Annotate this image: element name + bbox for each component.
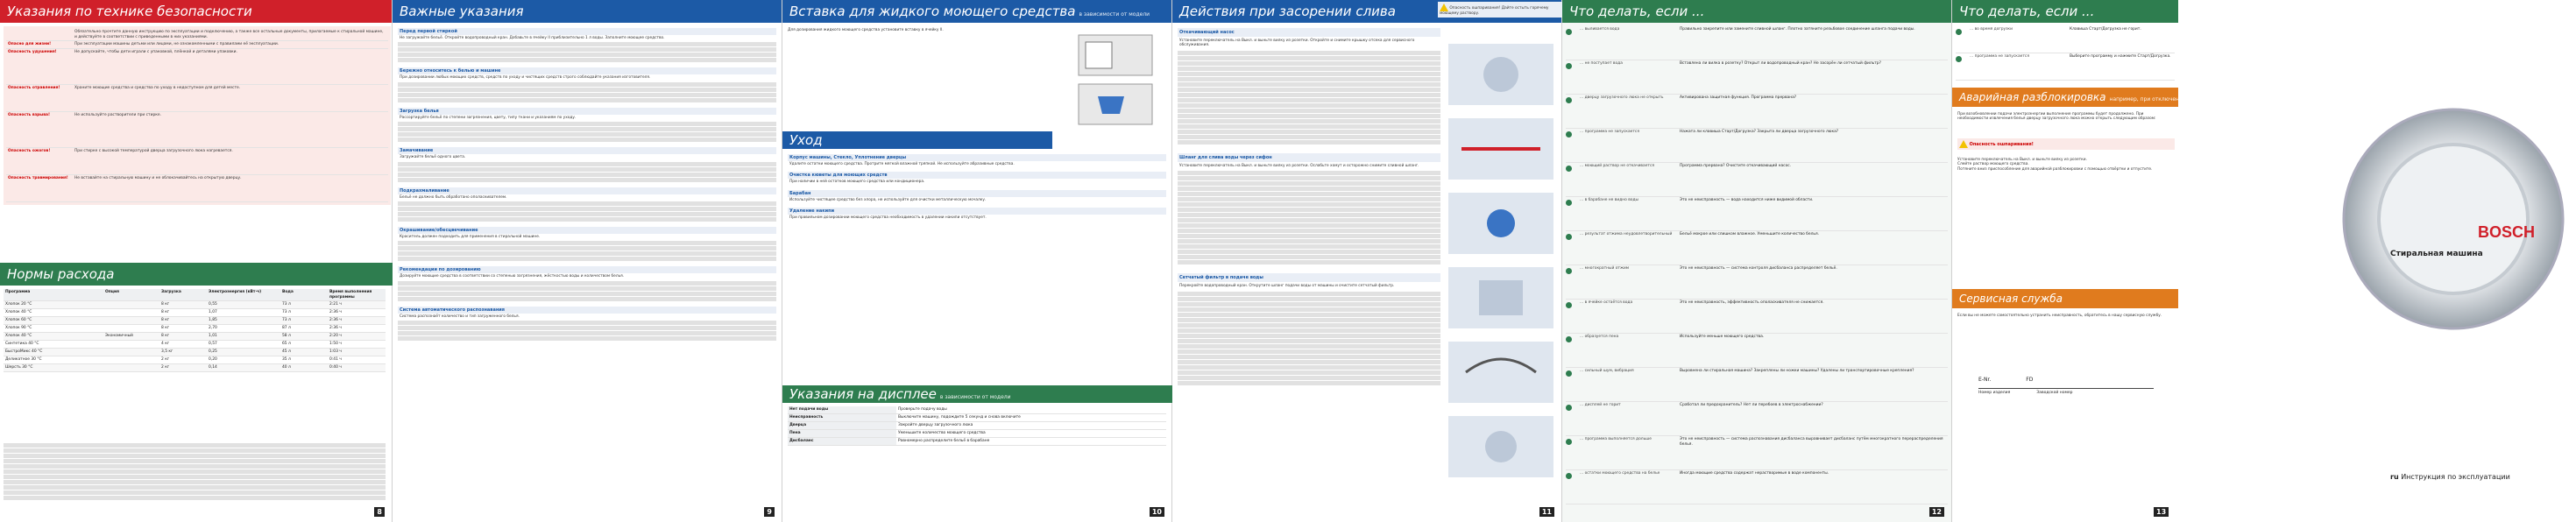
emergency-title: Аварийная разблокировка например, при отключении электроэнергии <box>1952 88 2178 107</box>
safety-item: Опасность ожогов! При стирке с высокой температурой дверца загрузочного люка нагревается. <box>6 148 388 175</box>
bullet-icon <box>1566 402 1578 435</box>
section-heading: Очистка кюветы для моющих средств <box>788 172 1166 179</box>
fault-symptom: ... дверцу загрузочного люка не открыть <box>1580 95 1664 100</box>
drain-steps <box>1178 28 1440 394</box>
fault-remedy: Правильно закрепите или замените сливной шланг. Плотно затяните резьбовое соединение шланга подачи воды. <box>1680 27 1915 32</box>
list-item: Слейте раствор моющего средства. <box>1957 162 2029 167</box>
list-item: Установите переключатель на Выкл. и выньте вилку из розетки. <box>1957 158 2087 162</box>
fault-row <box>1566 334 1948 368</box>
text-lines <box>1178 171 1440 265</box>
text-lines <box>1178 292 1440 385</box>
section <box>398 147 776 181</box>
consumption-title: Нормы расхода <box>0 263 400 286</box>
safety-title: Указания по технике безопасности <box>0 0 392 23</box>
table-cell: 87 л <box>282 326 291 331</box>
fd-label: FD <box>2026 377 2034 383</box>
table-cell: Деликатное 30 °C <box>5 357 42 363</box>
table-cell: Шерсть 30 °C <box>5 365 33 370</box>
table-cell: 65 л <box>282 342 291 347</box>
dot-icon <box>1566 473 1572 479</box>
page-number: 9 <box>764 507 775 517</box>
display-title: Указания на дисплее в зависимости от модели <box>782 385 1179 403</box>
service-fields <box>1978 377 2154 395</box>
section <box>1178 273 1440 384</box>
table-cell: 1,85 <box>209 318 217 323</box>
table-cell: 45 л <box>282 349 291 355</box>
table-cell: 0,25 <box>209 349 217 355</box>
warning-icon <box>1959 140 1968 148</box>
fault-row <box>1566 197 1948 231</box>
section <box>788 190 1166 203</box>
section-heading: Замачивание <box>398 147 776 154</box>
safety-item: Опасность травмирования! Не вставайте на стиральную машину и не облокачивайтесь на открытую дверцу. <box>6 175 388 202</box>
table-row <box>4 317 386 325</box>
table-cell: 0,57 <box>209 342 217 347</box>
bullet-icon <box>1956 53 1968 80</box>
section-body: При дозировании любых моющих средств, средств по уходу и чистящих средств строго соблюдайте указания изготовителя. <box>400 75 651 81</box>
fault-row <box>1566 402 1948 436</box>
fault-remedy: Нажата ли клавиша Старт/Догрузка? Закрыта ли дверца загрузочного люка? <box>1680 130 1839 134</box>
section <box>788 154 1166 167</box>
fault-symptom: ... программа не запускается <box>1580 130 1639 134</box>
fault-symptom: ... результат отжима неудовлетворительный <box>1580 232 1673 236</box>
table-cell <box>103 309 159 316</box>
section-heading: Сетчатый фильтр в подаче воды <box>1178 273 1440 282</box>
fault-remedy: Это не неисправность, эффективность ополаскивателя не снижается. <box>1680 300 1824 305</box>
table-cell: Проверьте подачу воды <box>898 407 947 412</box>
text-lines <box>398 42 776 62</box>
fault-symptom: ... не поступает вода <box>1580 61 1623 66</box>
dot-icon <box>1956 29 1962 35</box>
section-heading: Рекомендации по дозированию <box>398 266 776 273</box>
table-cell: Уменьшите количество моющего средства <box>898 431 986 435</box>
section-body: Рассортируйте бельё по степени загрязнения, цвету, типу ткани и указаниям по уходу. <box>400 115 577 120</box>
table-cell: 40 л <box>282 365 291 370</box>
fault-symptom: ... моющий раствор не откачивается <box>1580 164 1655 168</box>
dot-icon <box>1566 439 1572 445</box>
washing-machine-image <box>2339 105 2567 333</box>
table-row <box>4 364 386 372</box>
section <box>398 266 776 300</box>
table-cell: 2:36 ч <box>329 318 342 323</box>
enr-label: E-Nr. <box>1978 377 1992 383</box>
table-cell: 2:21 ч <box>329 302 342 307</box>
section <box>398 67 776 102</box>
brand-logo: BOSCH <box>2478 223 2536 241</box>
fault-remedy: Клавиша Старт/Догрузка не горит. <box>2070 27 2141 32</box>
fault-row <box>1566 129 1948 163</box>
section-heading: Корпус машины, Стекло, Уплотнение дверцы <box>788 154 1166 161</box>
table-cell: 0:41 ч <box>329 357 342 363</box>
section <box>788 208 1166 221</box>
table-row <box>788 406 1166 414</box>
page-number: 11 <box>1539 507 1554 517</box>
fault-symptom: ... многократный отжим <box>1580 266 1630 271</box>
table-cell: 1,01 <box>209 334 217 339</box>
display-table <box>788 406 1166 446</box>
section <box>398 108 776 142</box>
fault-row <box>1566 26 1948 60</box>
fault-row <box>1566 470 1948 504</box>
table-cell <box>103 356 159 363</box>
important-sections <box>398 28 776 346</box>
fault-row <box>1566 60 1948 95</box>
fault-symptom: ... дисплей не горит <box>1580 403 1621 407</box>
page-12 <box>1562 0 1952 522</box>
table-cell: Экономичный <box>105 334 133 339</box>
table-header: Программа Опция Загрузка Электроэнергия (кВт·ч) Вода Время выполнения программы <box>4 289 386 301</box>
faults2-table <box>1956 26 2175 81</box>
table-cell: 4 кг <box>161 342 170 347</box>
section-body: Перекройте водопроводный кран. Открутите шланг подачи воды от машины и очистите сетчатый фильтр. <box>1179 284 1395 289</box>
section-heading: Шланг для слива воды через сифон <box>1178 153 1440 162</box>
table-cell <box>103 325 159 332</box>
detergent-drawer-icon <box>1072 26 1159 131</box>
dot-icon <box>1566 63 1572 69</box>
table-cell: 2 кг <box>161 357 170 363</box>
section-body: Установите переключатель на Выкл. и выньте вилку из розетки. Откройте и снимите крышку отсека для сервисного обслуживания. <box>1179 39 1415 48</box>
text-lines <box>398 201 776 222</box>
fault-remedy: Это не неисправность — система контроля дисбаланса распределяет бельё. <box>1680 266 1837 271</box>
table-cell <box>103 317 159 324</box>
dot-icon <box>1566 131 1572 138</box>
bullet-icon <box>1566 300 1578 333</box>
fault-row <box>1566 163 1948 197</box>
fault-symptom: ... программа не запускается <box>1970 54 2029 59</box>
fault-row <box>1566 95 1948 129</box>
table-cell <box>103 341 159 348</box>
safety-item: Опасно для жизни! При эксплуатации машины детьми или лицами, не ознакомленными с правилами её эксплуатации. <box>6 41 388 49</box>
bullet-icon <box>1956 26 1968 53</box>
table-row <box>788 422 1166 430</box>
section-body: Загружайте бельё одного цвета. <box>400 155 466 160</box>
table-cell: 2:36 ч <box>329 310 342 315</box>
table-row <box>788 438 1166 446</box>
fault-symptom: ... во время догрузки <box>1970 27 2013 32</box>
fault-row <box>1566 300 1948 334</box>
table-row <box>4 333 386 341</box>
safety-list <box>4 26 391 205</box>
bullet-icon <box>1566 60 1578 94</box>
text-lines <box>398 82 776 102</box>
section <box>398 28 776 62</box>
serial-number-label: Заводской номер <box>2036 391 2073 395</box>
fault-symptom: ... в барабане не видно воды <box>1580 198 1638 202</box>
table-cell <box>103 349 159 356</box>
fault-symptom: ... в ячейке остаётся вода <box>1580 300 1633 305</box>
table-cell: Хлопок 20 °C <box>5 302 32 307</box>
bullet-icon <box>1566 265 1578 299</box>
table-cell: 8 кг <box>161 334 170 339</box>
section <box>788 172 1166 185</box>
fault-row <box>1956 26 2175 53</box>
table-cell: Хлопок 90 °C <box>5 326 32 331</box>
table-row <box>4 341 386 349</box>
fault-remedy: Бельё мокрое или слишком влажное. Уменьшите количество белья. <box>1680 232 1820 236</box>
insert-illustration <box>1072 26 1159 131</box>
insert-title: Вставка для жидкого моющего средства в зависимости от модели <box>782 0 1171 23</box>
table-cell: Закройте дверцу загрузочного люка <box>898 423 973 427</box>
text-lines <box>398 162 776 182</box>
table-cell: 8 кг <box>161 310 170 315</box>
fault-row <box>1566 231 1948 265</box>
fault-remedy: Выровнена ли стиральная машина? Закреплены ли ножки машины? Удалены ли транспортировочные крепления? <box>1680 369 1914 373</box>
dot-icon <box>1566 302 1572 308</box>
text-lines <box>398 241 776 261</box>
dot-icon <box>1566 200 1572 206</box>
fault-symptom: ... образуется пена <box>1580 335 1619 339</box>
fault-row <box>1566 265 1948 300</box>
care-sections <box>788 154 1166 226</box>
table-cell: 1,07 <box>209 310 217 315</box>
section <box>1178 28 1440 145</box>
text-lines <box>398 122 776 142</box>
bullet-icon <box>1566 436 1578 469</box>
section-body: Удалите остатки моющего средства. Протрите мягкой влажной тряпкой. Не используйте абразивные средства. <box>789 162 1015 166</box>
important-title: Важные указания <box>393 0 782 23</box>
text-lines <box>398 321 776 341</box>
table-cell: Хлопок 40 °C <box>5 334 32 339</box>
section-heading: Удаление накипи <box>788 208 1166 215</box>
section-body: При правильном дозировании моющего средства необходимость в удалении накипи отсутствует. <box>789 215 987 221</box>
section <box>398 227 776 261</box>
product-number-label: Номер изделия <box>1978 391 2011 395</box>
dot-icon <box>1566 336 1572 342</box>
table-cell: 0,55 <box>209 302 217 307</box>
table-cell: Пена <box>788 430 896 437</box>
fault-row <box>1566 436 1948 470</box>
table-cell: БыстроМикс 40 °C <box>5 349 43 355</box>
section-heading: Окрашивание/обесцвечивание <box>398 227 776 234</box>
fault-symptom: ... остатки моющего средства на белье <box>1580 471 1660 476</box>
drain-warning: Опасность ошпаривания! Дайте остыть горячему моющему раствору. <box>1435 2 1564 18</box>
fault-remedy: Это не неисправность — вода находится ниже видимой области. <box>1680 198 1814 202</box>
fault-symptom: ... выливается вода <box>1580 27 1620 32</box>
faults-title: Что делать, если ... <box>1562 0 1951 23</box>
fault-row <box>1566 368 1948 402</box>
table-cell: 8 кг <box>161 302 170 307</box>
fault-remedy: Это не неисправность — система распознавания дисбаланса выравнивает дисбаланс путём многократного перераспределения белья. <box>1680 437 1943 447</box>
section-heading: Барабан <box>788 190 1166 197</box>
safety-item: Опасность отравления! Храните моющие средства и средства по уходу в недоступном для детей месте. <box>6 85 388 112</box>
consumption-table <box>4 289 386 372</box>
fault-remedy: Иногда моющие средства содержат нерастворимые в воде компоненты. <box>1680 471 1829 476</box>
section-body: Дозируйте моющие средства в соответствии со степенью загрязнения, жёсткостью воды и количеством белья. <box>400 274 625 279</box>
table-cell: 2:20 ч <box>329 334 342 339</box>
dot-icon <box>1956 56 1962 62</box>
service-title: Сервисная служба <box>1952 289 2178 308</box>
fault-symptom: ... программа выполняется дольше <box>1580 437 1652 441</box>
table-cell: 2 кг <box>161 365 170 370</box>
bullet-icon <box>1566 163 1578 196</box>
table-row <box>4 309 386 317</box>
bullet-icon <box>1566 470 1578 504</box>
table-cell: Дисбаланс <box>788 438 896 445</box>
fault-remedy: Используйте меньше моющего средства. <box>1680 335 1765 339</box>
drain-title: Действия при засорении слива <box>1172 0 1561 23</box>
section <box>1178 153 1440 265</box>
bullet-icon <box>1566 368 1578 401</box>
faults-table <box>1566 26 1948 504</box>
footer: ru Инструкция по эксплуатации <box>2390 473 2510 481</box>
bullet-icon <box>1566 26 1578 60</box>
table-cell: 2:36 ч <box>329 326 342 331</box>
section-heading: Откачивающий насос <box>1178 28 1440 37</box>
bullet-icon <box>1566 95 1578 128</box>
table-cell: Дверца <box>788 422 896 429</box>
table-cell: 0,20 <box>209 357 217 363</box>
product-name: Стиральная машина <box>2390 250 2483 258</box>
insert-intro: Для дозирования жидкого моющего средства установите вставку в ячейку II. <box>788 28 944 32</box>
consumption-notes <box>4 442 386 501</box>
warning-icon <box>1440 4 1448 11</box>
table-cell: Неисправность <box>788 414 896 421</box>
dot-icon <box>1566 97 1572 103</box>
safety-item: Опасность взрыва! Не используйте растворители при стирке. <box>6 112 388 148</box>
table-cell: Синтетика 40 °C <box>5 342 39 347</box>
fault-remedy: Выберите программу и нажмите Старт/Догрузка. <box>2070 54 2171 59</box>
table-row <box>788 430 1166 438</box>
section-heading: Перед первой стиркой <box>398 28 776 35</box>
dot-icon <box>1566 268 1572 274</box>
table-cell: 73 л <box>282 302 291 307</box>
page-10 <box>782 0 1172 522</box>
dot-icon <box>1566 405 1572 411</box>
table-cell: 1:03 ч <box>329 349 342 355</box>
table-row <box>4 325 386 333</box>
bullet-icon <box>1566 231 1578 265</box>
page-number: 13 <box>2154 507 2169 517</box>
section-heading: Подкрахмаливание <box>398 187 776 194</box>
table-cell: 58 л <box>282 334 291 339</box>
fault-remedy: Активирована защитная функция. Программа прервана? <box>1680 95 1797 100</box>
emergency-steps <box>1957 158 2171 172</box>
table-cell: 0:40 ч <box>329 365 342 370</box>
section-body: Система распознаёт количество и тип загруженного белья. <box>400 314 520 319</box>
table-cell <box>103 364 159 371</box>
section-heading: Система автоматического распознавания <box>398 307 776 314</box>
page-number: 12 <box>1929 507 1944 517</box>
section <box>398 307 776 341</box>
safety-item: Обязательно прочтите данную инструкцию по эксплуатации и подключению, а также все остальные документы, прилагаемые к стиральной машине, и действуйте в соответствии с приведенными в них указаниями. <box>6 29 388 41</box>
dot-icon <box>1566 29 1572 35</box>
fault-row <box>1956 53 2175 81</box>
table-cell: 1:50 ч <box>329 342 342 347</box>
pump-illustration-icon <box>1444 35 1558 490</box>
table-cell: 2,70 <box>209 326 217 331</box>
dot-icon <box>1566 370 1572 377</box>
emergency-warning: Опасность ошпаривания! <box>1957 138 2175 150</box>
section <box>398 187 776 222</box>
dot-icon <box>1566 166 1572 172</box>
table-cell: Выключите машину, подождите 5 секунд и снова включите <box>898 415 1021 420</box>
table-cell: 73 л <box>282 318 291 323</box>
page-number: 10 <box>1150 507 1164 517</box>
table-row <box>788 414 1166 422</box>
section-body: Используйте чистящее средство без хлора, не используйте для очистки металлическую мочалку. <box>789 197 987 202</box>
section-body: Бельё не должно быть обработано ополаскивателем. <box>400 194 507 200</box>
care-title: Уход <box>782 131 1052 149</box>
text-lines <box>1178 51 1440 145</box>
dot-icon <box>1566 234 1572 240</box>
page-number: 8 <box>374 507 385 517</box>
text-lines <box>398 281 776 301</box>
section-heading: Бережно относитесь к белью и машине <box>398 67 776 74</box>
table-row <box>4 349 386 356</box>
table-cell: 73 л <box>282 310 291 315</box>
table-cell: Хлопок 40 °C <box>5 310 32 315</box>
fault-symptom: ... сильный шум, вибрация <box>1580 369 1634 373</box>
bullet-icon <box>1566 197 1578 230</box>
table-cell <box>103 301 159 308</box>
page-11 <box>1172 0 1562 522</box>
page-13 <box>1952 0 2576 522</box>
table-cell: Равномерно распределите бельё в барабане <box>898 439 990 443</box>
bullet-icon <box>1566 129 1578 162</box>
list-item: Потяните вниз приспособление для аварийной разблокировки с помощью отвёртки и отпустите. <box>1957 166 2153 172</box>
table-cell: Хлопок 60 °C <box>5 318 32 323</box>
drain-illustrations <box>1444 35 1558 490</box>
fault-remedy: Программа прервана? Очистите откачивающий насос. <box>1680 164 1792 168</box>
bullet-icon <box>1566 334 1578 367</box>
table-cell: 8 кг <box>161 318 170 323</box>
safety-item: Опасность удушения! Не допускайте, чтобы дети играли с упаковкой, плёнкой и деталями упаковки. <box>6 49 388 85</box>
service-text: Если вы не можете самостоятельно устранить неисправность, обратитесь в нашу сервисную службу. <box>1957 314 2162 318</box>
section-body: При наличии в ней остатков моющего средства или кондиционера. <box>789 180 925 185</box>
table-cell: 3,5 кг <box>161 349 173 355</box>
section-heading: Загрузка белья <box>398 108 776 115</box>
fault-remedy: Вставлена ли вилка в розетку? Открыт ли водопроводный кран? Не засорён ли сетчатый фильтр? <box>1680 61 1881 66</box>
table-row <box>4 301 386 309</box>
section-body: Не загружайте бельё. Откройте водопроводный кран. Добавьте в ячейку II приблизительно 1 л воды. Заполните моющее средство. <box>400 36 665 40</box>
section-body: Установите переключатель на Выкл. и выньте вилку из розетки. Ослабьте хомут и осторожно снимите сливной шланг. <box>1179 163 1419 168</box>
fault-remedy: Сработал ли предохранитель? Нет ли перебоев в электроснабжении? <box>1680 403 1823 407</box>
table-cell: Нет подачи воды <box>788 406 896 413</box>
table-cell: 8 кг <box>161 326 170 331</box>
table-row <box>4 356 386 364</box>
page-9 <box>393 0 782 522</box>
table-cell: 35 л <box>282 357 291 363</box>
emergency-text: При возобновлении подачи электроэнергии выполнение программы будет продолжено. При необходимости извлечения белья дверцу загрузочного люка можно открыть следующим образом: <box>1957 112 2156 122</box>
page-8 <box>0 0 393 522</box>
section-body: Краситель должен подходить для применения в стиральной машине. <box>400 235 541 240</box>
table-cell: 0,14 <box>209 365 217 370</box>
faults2-title: Что делать, если ... <box>1952 0 2178 23</box>
